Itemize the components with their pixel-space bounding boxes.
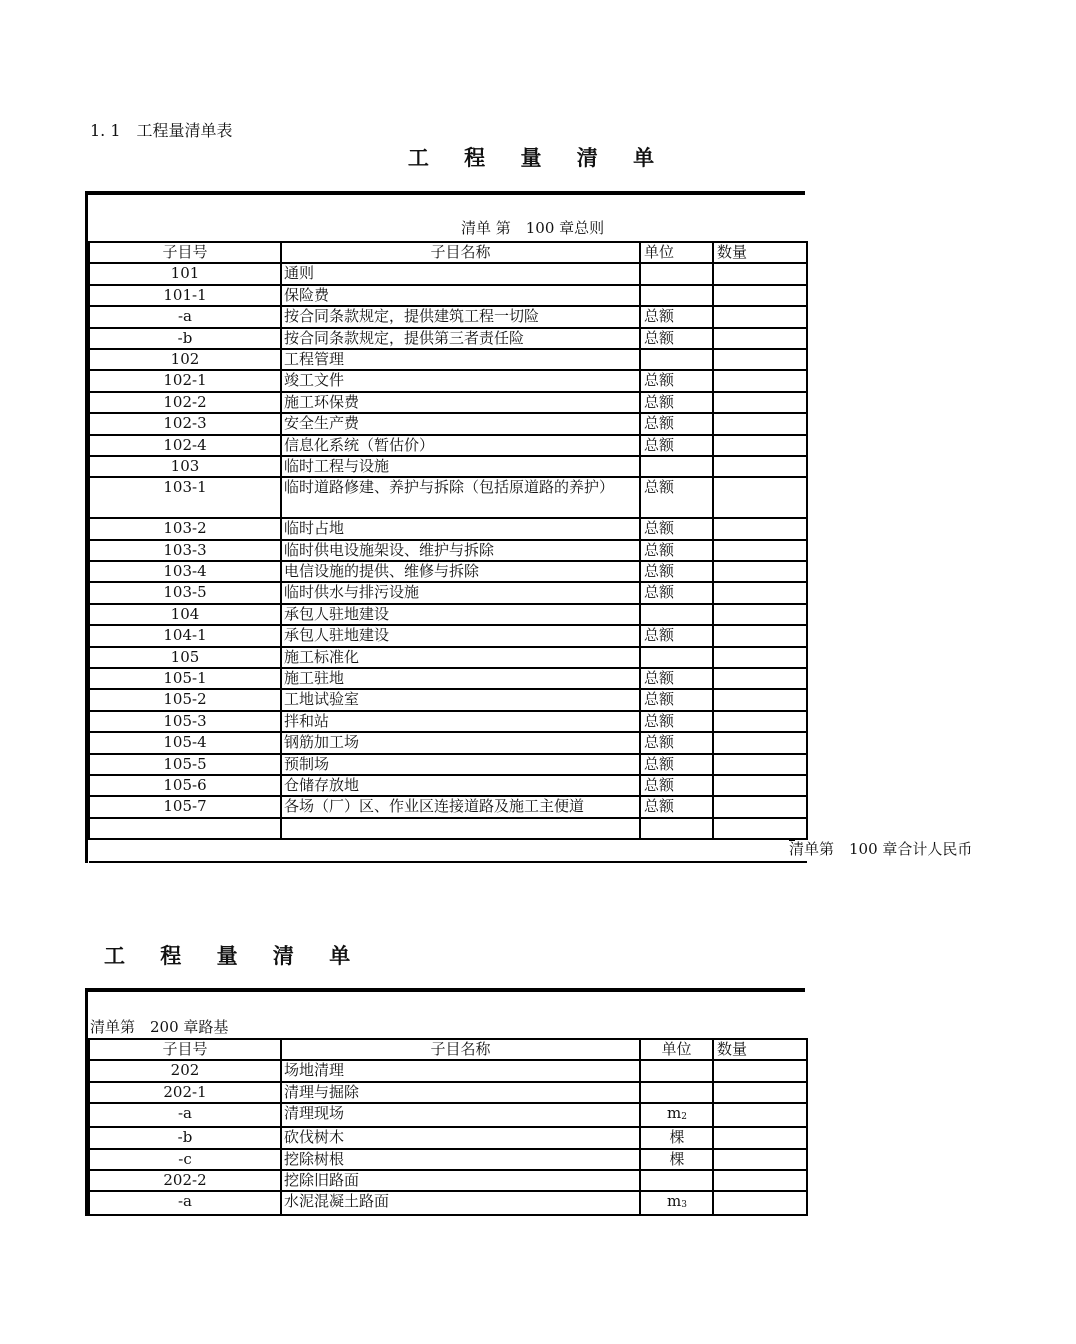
section-heading: 1. 1 工程量清单表 (90, 121, 233, 140)
item-name: 挖除旧路面 (281, 1170, 640, 1191)
table-row (89, 349, 807, 370)
table-row (89, 263, 807, 284)
item-name: 通则 (281, 263, 640, 284)
header-unit: 单位 (640, 1039, 713, 1060)
item-quantity[interactable] (713, 561, 807, 582)
item-quantity[interactable] (713, 413, 807, 434)
item-name: 临时供电设施架设、维护与拆除 (281, 540, 640, 561)
unit-superscript: 2 (681, 1112, 687, 1123)
chapter-label-row (88, 992, 805, 1038)
item-name: 临时工程与设施 (281, 456, 640, 477)
item-quantity[interactable] (713, 775, 807, 796)
chapter-label: 清单第 200 章路基 (90, 1018, 229, 1036)
item-quantity[interactable] (713, 263, 807, 284)
item-code: 102-1 (89, 370, 281, 391)
item-quantity[interactable] (713, 456, 807, 477)
unit-text: 总额 (644, 392, 675, 411)
item-unit (640, 456, 713, 477)
item-name: 临时占地 (281, 518, 640, 539)
item-name: 按合同条款规定，提供第三者责任险 (281, 328, 640, 349)
unit-text: 总额 (644, 754, 675, 773)
header-item-code: 子目号 (89, 1039, 281, 1060)
header-item-name: 子目名称 (281, 242, 640, 263)
header-item-code: 子目号 (89, 242, 281, 263)
item-code: -a (89, 1103, 281, 1127)
unit-text: 总额 (644, 711, 675, 730)
item-unit (640, 732, 713, 753)
header-quantity: 数量 (713, 242, 807, 263)
table-row (89, 754, 807, 775)
item-quantity[interactable] (713, 1082, 807, 1103)
header-row (89, 1039, 807, 1060)
item-code: -a (89, 1191, 281, 1215)
item-name: 工地试验室 (281, 689, 640, 710)
table-row (89, 796, 807, 817)
item-name: 清理现场 (281, 1103, 640, 1127)
unit-text: 总额 (644, 626, 675, 645)
unit-text: 总额 (644, 540, 675, 559)
item-quantity[interactable] (713, 518, 807, 539)
item-code: 105-5 (89, 754, 281, 775)
item-name: 竣工文件 (281, 370, 640, 391)
item-name: 临时道路修建、养护与拆除（包括原道路的养护） (281, 477, 640, 518)
total-amount-blank (789, 840, 795, 841)
unit-text: 总额 (644, 478, 675, 497)
unit-text: 棵 (669, 1149, 685, 1168)
table-row (89, 413, 807, 434)
item-code: 105-7 (89, 796, 281, 817)
item-name: 水泥混凝土路面 (281, 1191, 640, 1215)
item-quantity[interactable] (713, 668, 807, 689)
document-title: 工 程 量 清 单 (407, 145, 669, 170)
table-row (89, 1082, 807, 1103)
item-quantity[interactable] (713, 285, 807, 306)
table-row (89, 456, 807, 477)
table-row (89, 711, 807, 732)
item-unit (640, 540, 713, 561)
item-unit (640, 625, 713, 646)
item-code: 104-1 (89, 625, 281, 646)
item-unit (640, 1082, 713, 1103)
item-code: 102-2 (89, 392, 281, 413)
table-row (89, 689, 807, 710)
item-code: 202-2 (89, 1170, 281, 1191)
item-quantity[interactable] (713, 1103, 807, 1127)
unit-text: 总额 (644, 519, 675, 538)
total-label: 清单第 100 章合计人民币 (789, 840, 973, 859)
item-unit (640, 1191, 713, 1215)
item-quantity[interactable] (713, 1149, 807, 1170)
item-name: 砍伐树木 (281, 1127, 640, 1148)
item-name: 施工标准化 (281, 647, 640, 668)
table-row (89, 668, 807, 689)
item-code: 202-1 (89, 1082, 281, 1103)
table-row (89, 732, 807, 753)
quantity-table (88, 1038, 808, 1216)
item-code: 103-5 (89, 582, 281, 603)
item-code: 105-1 (89, 668, 281, 689)
item-unit (640, 1060, 713, 1081)
item-code: 103-4 (89, 561, 281, 582)
item-name: 安全生产费 (281, 413, 640, 434)
unit-text: 总额 (644, 583, 675, 602)
item-unit (640, 518, 713, 539)
item-name: 场地清理 (281, 1060, 640, 1081)
table-row (89, 1191, 807, 1215)
item-unit (640, 711, 713, 732)
header-quantity: 数量 (713, 1039, 807, 1060)
unit-text: 总额 (644, 797, 675, 816)
item-unit (640, 582, 713, 603)
item-quantity[interactable] (713, 435, 807, 456)
item-unit (640, 306, 713, 327)
item-unit (640, 604, 713, 625)
item-name: 承包人驻地建设 (281, 604, 640, 625)
item-quantity[interactable] (713, 540, 807, 561)
chapter-label: 清单 第 100 章总则 (461, 219, 605, 237)
unit-text: 总额 (644, 371, 675, 390)
table-row (89, 1149, 807, 1170)
item-quantity[interactable] (713, 1060, 807, 1081)
item-quantity[interactable] (713, 370, 807, 391)
item-quantity[interactable] (713, 818, 807, 839)
item-code: -c (89, 1149, 281, 1170)
unit-text: 总额 (644, 562, 675, 581)
item-name (281, 818, 640, 839)
item-quantity[interactable] (713, 328, 807, 349)
unit-superscript: 3 (681, 1200, 687, 1211)
table-row (89, 540, 807, 561)
item-name: 临时供水与排污设施 (281, 582, 640, 603)
item-name: 保险费 (281, 285, 640, 306)
item-unit (640, 370, 713, 391)
item-code: -b (89, 1127, 281, 1148)
item-name: 各场（厂）区、作业区连接道路及施工主便道 (281, 796, 640, 817)
bill-table-chapter-100 (85, 191, 973, 863)
item-code: 202 (89, 1060, 281, 1081)
item-unit (640, 754, 713, 775)
item-quantity[interactable] (713, 625, 807, 646)
item-unit (640, 263, 713, 284)
header-item-name: 子目名称 (281, 1039, 640, 1060)
item-quantity[interactable] (713, 689, 807, 710)
item-quantity[interactable] (713, 796, 807, 817)
item-code: 102-4 (89, 435, 281, 456)
item-unit (640, 561, 713, 582)
unit-text: 总额 (644, 733, 675, 752)
item-code: 103-3 (89, 540, 281, 561)
item-name: 清理与掘除 (281, 1082, 640, 1103)
table-row (89, 561, 807, 582)
item-quantity[interactable] (713, 477, 807, 518)
item-quantity[interactable] (713, 732, 807, 753)
unit-text: m (667, 1104, 682, 1123)
item-code: 104 (89, 604, 281, 625)
item-name: 工程管理 (281, 349, 640, 370)
item-name: 预制场 (281, 754, 640, 775)
table-row (89, 818, 807, 839)
item-name: 电信设施的提供、维修与拆除 (281, 561, 640, 582)
item-quantity[interactable] (713, 754, 807, 775)
item-unit (640, 328, 713, 349)
table-row (89, 306, 807, 327)
table-row (89, 518, 807, 539)
item-unit (640, 689, 713, 710)
unit-text: 总额 (644, 669, 675, 688)
chapter-label-row (88, 195, 805, 241)
item-name: 施工驻地 (281, 668, 640, 689)
item-code: 103 (89, 456, 281, 477)
item-quantity[interactable] (713, 647, 807, 668)
header-row (89, 242, 807, 263)
item-unit (640, 285, 713, 306)
table-row (89, 392, 807, 413)
table-row (89, 604, 807, 625)
unit-text: 总额 (644, 414, 675, 433)
item-unit (640, 477, 713, 518)
item-unit (640, 668, 713, 689)
item-code: 105-2 (89, 689, 281, 710)
item-code: 105 (89, 647, 281, 668)
item-code: 105-6 (89, 775, 281, 796)
total-row (89, 839, 807, 862)
item-quantity[interactable] (713, 1170, 807, 1191)
header-unit: 单位 (640, 242, 713, 263)
item-code: 102 (89, 349, 281, 370)
item-quantity[interactable] (713, 582, 807, 603)
item-code: -a (89, 306, 281, 327)
unit-text: 总额 (644, 690, 675, 709)
item-name: 拌和站 (281, 711, 640, 732)
item-quantity[interactable] (713, 306, 807, 327)
item-unit (640, 349, 713, 370)
item-code (89, 818, 281, 839)
unit-text: 棵 (669, 1128, 685, 1147)
item-unit (640, 796, 713, 817)
item-code: 103-2 (89, 518, 281, 539)
table-row (89, 477, 807, 518)
table-row (89, 1127, 807, 1148)
item-name: 信息化系统（暂估价） (281, 435, 640, 456)
item-name: 仓储存放地 (281, 775, 640, 796)
item-unit (640, 435, 713, 456)
unit-text: 总额 (644, 435, 675, 454)
item-code: 101 (89, 263, 281, 284)
document-title-second: 工 程 量 清 单 (104, 943, 365, 968)
item-name: 挖除树根 (281, 1149, 640, 1170)
item-quantity[interactable] (713, 604, 807, 625)
table-row (89, 647, 807, 668)
table-row (89, 625, 807, 646)
table-row (89, 435, 807, 456)
unit-text: 总额 (644, 307, 675, 326)
item-code: 105-3 (89, 711, 281, 732)
item-name: 承包人驻地建设 (281, 625, 640, 646)
item-unit (640, 775, 713, 796)
table-row (89, 775, 807, 796)
unit-text: 总额 (644, 328, 675, 347)
item-unit (640, 1103, 713, 1127)
table-row (89, 1170, 807, 1191)
item-code: 102-3 (89, 413, 281, 434)
table-row (89, 328, 807, 349)
item-quantity[interactable] (713, 349, 807, 370)
unit-text: 总额 (644, 775, 675, 794)
item-quantity[interactable] (713, 711, 807, 732)
item-name: 施工环保费 (281, 392, 640, 413)
item-name: 按合同条款规定，提供建筑工程一切险 (281, 306, 640, 327)
bill-table-chapter-200 (85, 988, 805, 1216)
item-unit (640, 647, 713, 668)
item-code: -b (89, 328, 281, 349)
item-quantity[interactable] (713, 1191, 807, 1215)
item-code: 103-1 (89, 477, 281, 518)
item-name: 钢筋加工场 (281, 732, 640, 753)
item-unit (640, 1127, 713, 1148)
table-row (89, 370, 807, 391)
table-row (89, 1103, 807, 1127)
item-code: 101-1 (89, 285, 281, 306)
unit-text: m (667, 1192, 682, 1211)
total-cell (89, 839, 973, 862)
item-quantity[interactable] (713, 392, 807, 413)
item-unit (640, 1149, 713, 1170)
table-row (89, 1060, 807, 1081)
item-unit (640, 392, 713, 413)
table-row (89, 582, 807, 603)
item-code: 105-4 (89, 732, 281, 753)
quantity-table (88, 241, 973, 863)
item-unit (640, 818, 713, 839)
item-quantity[interactable] (713, 1127, 807, 1148)
table-row (89, 285, 807, 306)
item-unit (640, 413, 713, 434)
item-unit (640, 1170, 713, 1191)
